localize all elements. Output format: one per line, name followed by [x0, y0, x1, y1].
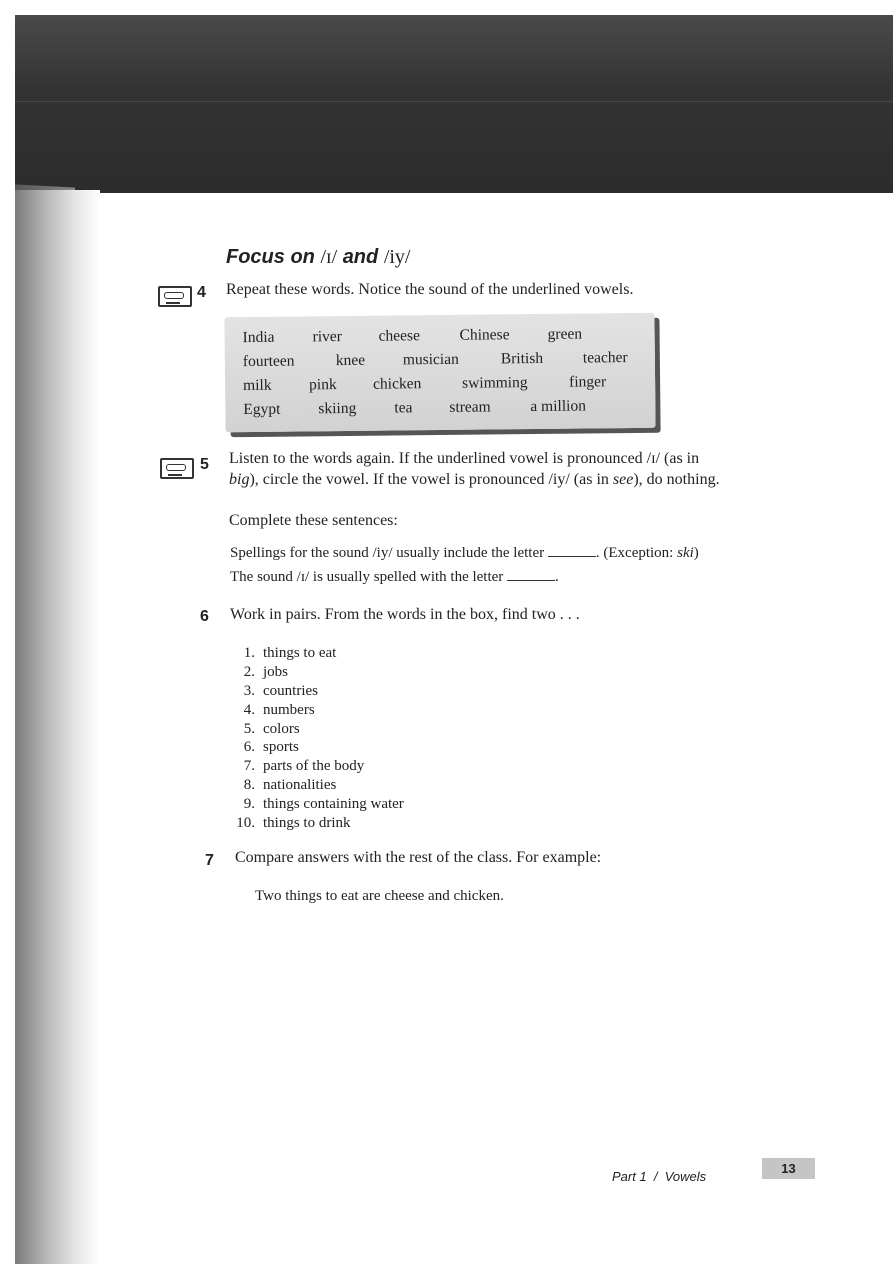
word: river: [312, 328, 342, 346]
word: a million: [530, 397, 586, 416]
list-item: 6. sports: [243, 739, 299, 756]
list-item: 10. things to drink: [236, 815, 351, 832]
exercise-6-number: 6: [200, 608, 209, 625]
list-item: 2. jobs: [243, 663, 289, 680]
exercise-5-line-2: big), circle the vowel. If the vowel is pronounced /iy/ (as in see), do nothing.: [229, 471, 720, 488]
word: knee: [335, 351, 366, 370]
list-item: 8. nationalities: [243, 777, 337, 794]
word: pink: [309, 376, 337, 394]
exercise-4-instruction: Repeat these words. Notice the sound of the underlined vowels.: [226, 281, 634, 298]
exercise-6-instruction: Work in pairs. From the words in the box, find two . . .: [230, 606, 580, 623]
cassette-icon: [158, 286, 192, 307]
answer-blank[interactable]: [507, 569, 555, 581]
running-footer: Part 1 / Vowels: [612, 1169, 707, 1184]
word: swimming: [462, 374, 528, 392]
word: fourteen: [242, 352, 295, 371]
exercise-7-number: 7: [205, 852, 214, 869]
task-list: [230, 645, 530, 834]
word: tea: [394, 399, 413, 417]
section-title: Focus on /ɪ/ and /iy/: [226, 246, 411, 268]
page-number: 13: [762, 1158, 815, 1179]
list-item: 3. countries: [243, 682, 318, 699]
sentence-2: The sound /ɪ/ is usually spelled with the letter .: [230, 569, 559, 585]
list-item: 4. numbers: [243, 701, 315, 718]
word: chicken: [373, 375, 422, 393]
word: British: [500, 349, 544, 368]
exercise-4-number: 4: [197, 284, 206, 301]
word: India: [242, 328, 275, 347]
example-sentence: Two things to eat are cheese and chicken.: [255, 888, 504, 904]
list-item: 9. things containing water: [243, 796, 404, 813]
sentence-1: Spellings for the sound /iy/ usually include the letter . (Exception: ski): [230, 545, 699, 561]
exercise-5-line-1: Listen to the words again. If the underlined vowel is pronounced /ɪ/ (as in: [229, 450, 700, 467]
cassette-icon: [160, 458, 194, 479]
word: Egypt: [243, 400, 281, 419]
list-item: 7. parts of the body: [243, 758, 365, 775]
word: Chinese: [459, 326, 510, 344]
list-item: 5. colors: [243, 720, 300, 737]
word: cheese: [378, 327, 421, 345]
list-item: 1. things to eat: [243, 645, 337, 661]
exercise-7-instruction: Compare answers with the rest of the class. For example:: [235, 849, 602, 866]
word: stream: [449, 398, 491, 416]
word: skiing: [318, 399, 357, 418]
word: milk: [243, 376, 272, 395]
exercise-5-number: 5: [200, 456, 209, 473]
exercise-5-instruction: [229, 448, 809, 490]
word: musician: [402, 350, 459, 369]
complete-sentences-heading: Complete these sentences:: [229, 512, 398, 529]
answer-blank[interactable]: [548, 545, 596, 557]
word: finger: [569, 373, 607, 391]
word-box: [224, 313, 655, 432]
word: green: [547, 325, 583, 343]
word: teacher: [582, 349, 628, 367]
